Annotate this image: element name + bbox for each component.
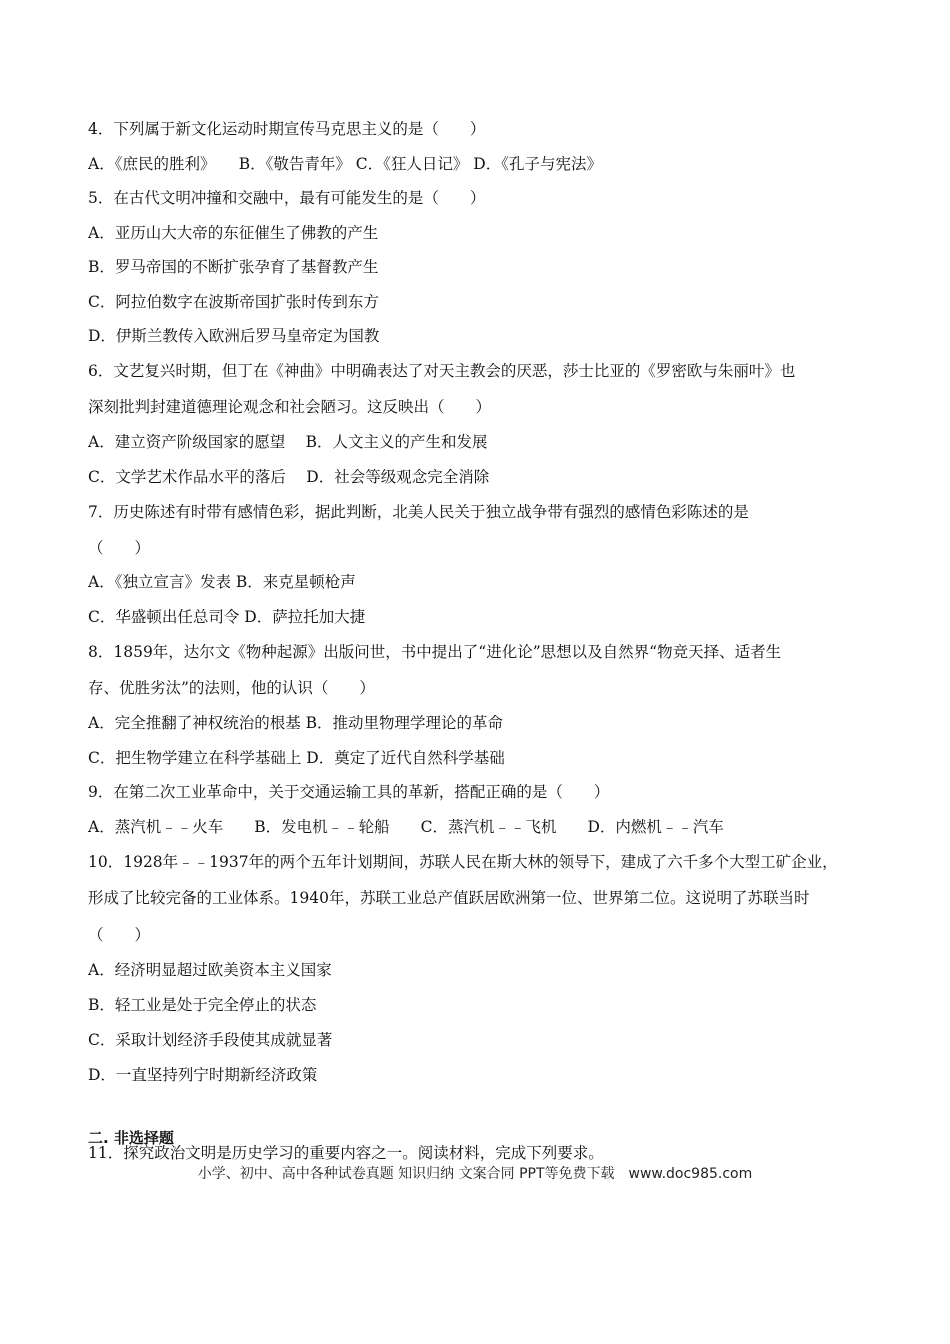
section-heading: 二. 非选择题 [88,1129,174,1147]
question-10-stem-2: 形成了比较完备的工业体系。1940年，苏联工业总产值跃居欧洲第一位、世界第二位。这说明了苏联当时 [88,889,810,907]
question-6-stem-1: 6．文艺复兴时期，但丁在《神曲》中明确表达了对天主教会的厌恶，莎士比亚的《罗密欧与朱丽叶》也 [88,362,796,380]
question-10-option-b: B．轻工业是处于完全停止的状态 [88,996,317,1014]
question-4-options: A．《庶民的胜利》 B．《敬告青年》 C．《狂人日记》 D．《孔子与宪法》 [88,155,602,173]
question-5-stem: 5．在古代文明冲撞和交融中，最有可能发生的是（ ） [88,189,486,207]
question-8-options-ab: A．完全推翻了神权统治的根基 B．推动里物理学理论的革命 [88,714,504,732]
question-5-option-c: C．阿拉伯数字在波斯帝国扩张时传到东方 [88,293,379,311]
question-8-options-cd: C．把生物学建立在科学基础上 D．奠定了近代自然科学基础 [88,749,505,767]
question-9-options: A．蒸汽机﹣﹣火车 B．发电机﹣﹣轮船 C．蒸汽机﹣﹣飞机 D．内燃机﹣﹣汽车 [88,818,724,836]
question-5-option-a: A．亚历山大大帝的东征催生了佛教的产生 [88,224,379,242]
question-6-options-cd: C．文学艺术作品水平的落后 D．社会等级观念完全消除 [88,468,490,486]
question-10-option-c: C．采取计划经济手段使其成就显著 [88,1031,333,1049]
question-11-text: 11．探究政治文明是历史学习的重要内容之一。阅读材料，完成下列要求。 [88,1144,604,1162]
question-8-stem-1: 8．1859年，达尔文《物种起源》出版问世，书中提出了“进化论”思想以及自然界“物竞天择、适者生 [88,643,782,661]
question-6-options-ab: A．建立资产阶级国家的愿望 B．人文主义的产生和发展 [88,433,488,451]
question-9-stem: 9．在第二次工业革命中，关于交通运输工具的革新，搭配正确的是（ ） [88,783,610,801]
question-7-blank: （ ） [88,539,151,557]
footer-banner: 小学、初中、高中各种试卷真题 知识归纳 文案合同 PPT等免费下载 www.doc985.com [197,1166,753,1182]
question-6-stem-2: 深刻批判封建道德理论观念和社会陋习。这反映出（ ） [88,398,492,416]
question-10-option-d: D．一直坚持列宁时期新经济政策 [88,1066,318,1084]
question-8-stem-2: 存、优胜劣汰”的法则，他的认识（ ） [88,679,375,697]
question-10-blank: （ ） [88,926,151,944]
question-10-stem-1: 10．1928年﹣﹣1937年的两个五年计划期间，苏联人民在斯大林的领导下，建成了六千多个大型工矿企业， [88,853,838,871]
question-7-options-ab: A．《独立宣言》发表 B．来克星顿枪声 [88,573,356,591]
question-7-options-cd: C．华盛顿出任总司令 D．萨拉托加大捷 [88,608,366,626]
question-5-option-b: B．罗马帝国的不断扩张孕育了基督教产生 [88,258,379,276]
question-5-option-d: D．伊斯兰教传入欧洲后罗马皇帝定为国教 [88,327,380,345]
question-10-option-a: A．经济明显超过欧美资本主义国家 [88,961,332,979]
question-7-stem: 7．历史陈述有时带有感情色彩，据此判断，北美人民关于独立战争带有强烈的感情色彩陈述的是 [88,503,749,521]
question-4-stem: 4．下列属于新文化运动时期宣传马克思主义的是（ ） [88,120,486,138]
